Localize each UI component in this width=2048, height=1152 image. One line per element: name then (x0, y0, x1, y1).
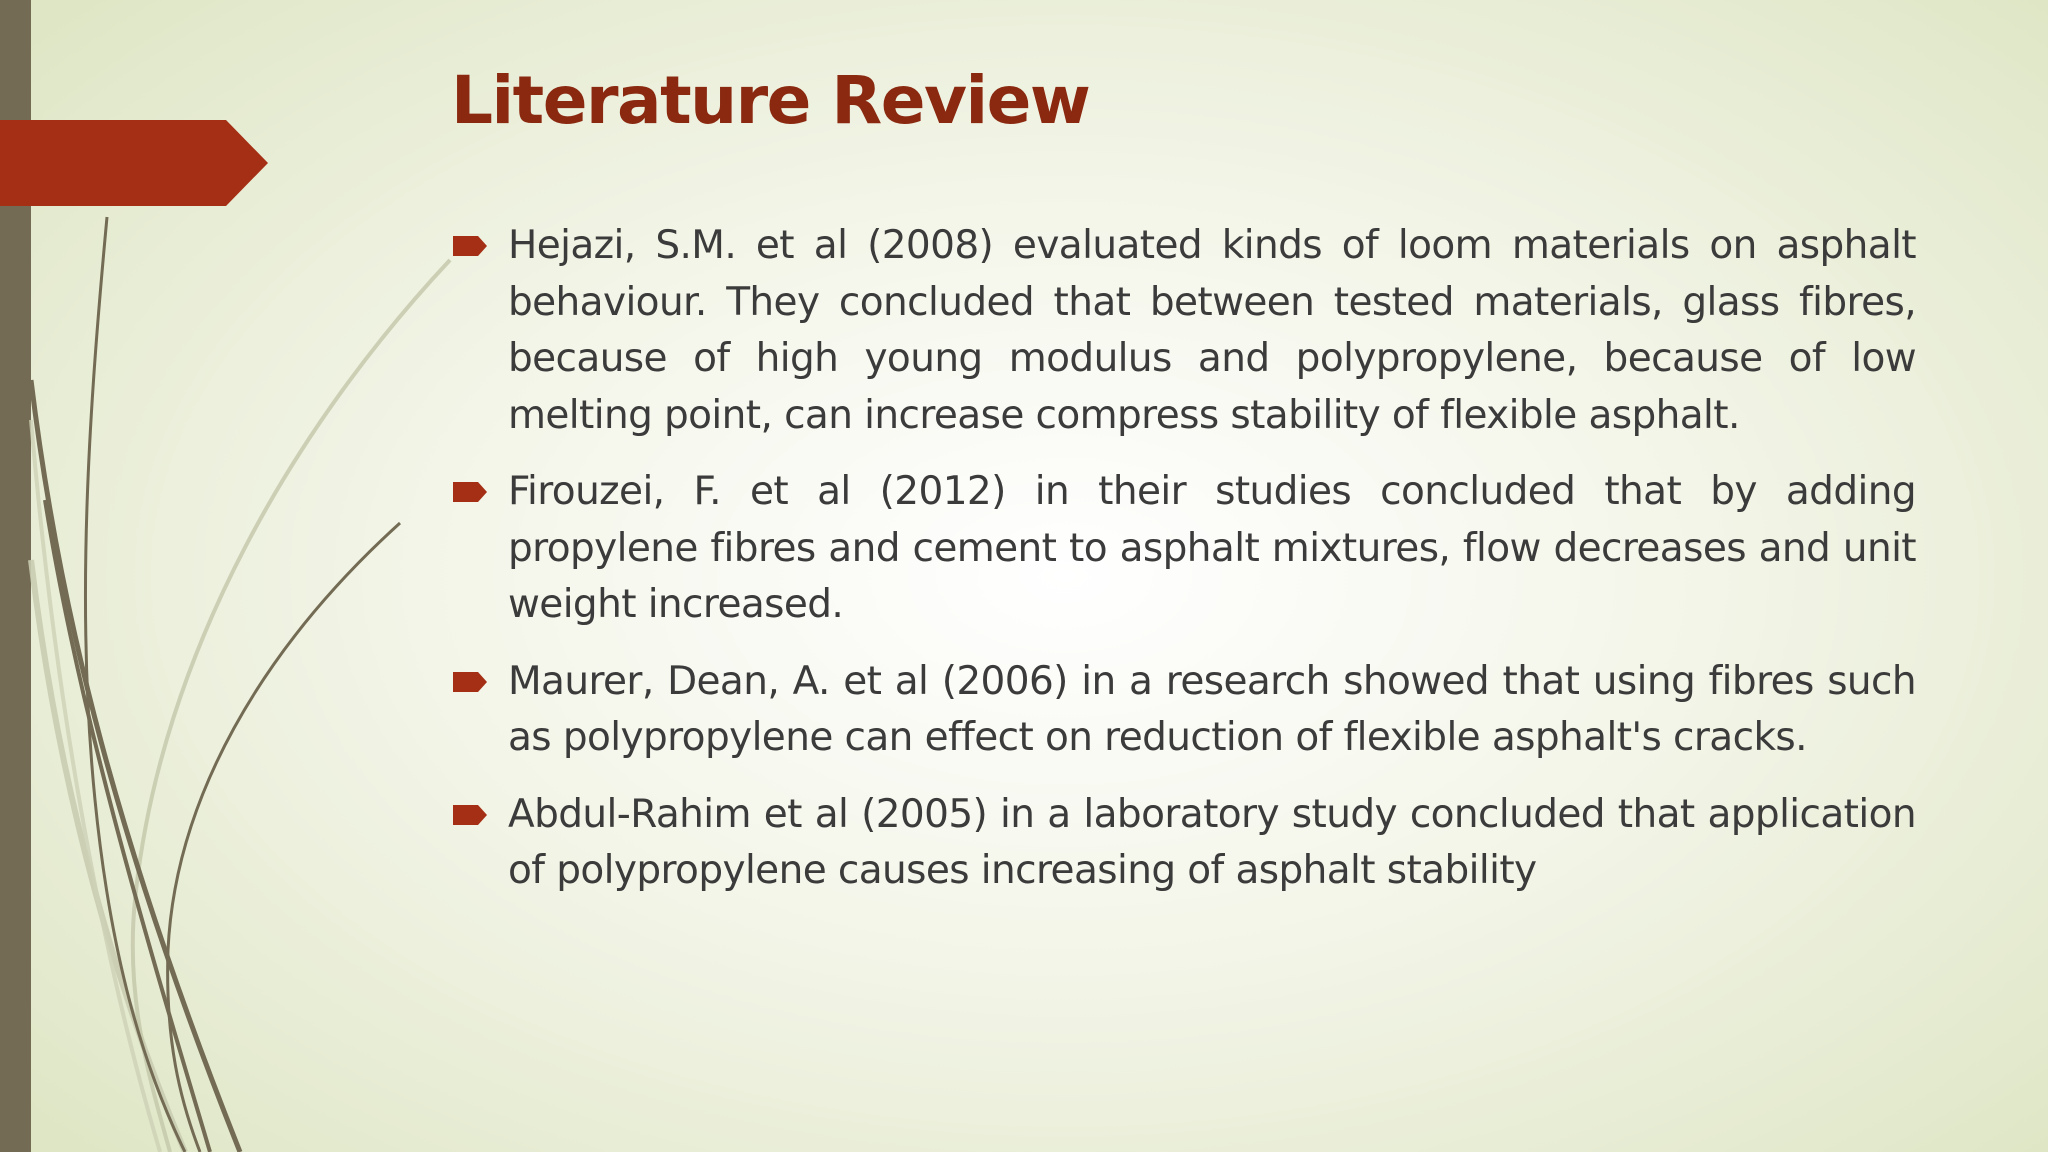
bullet-item (451, 787, 1916, 900)
bullet-item (451, 464, 1916, 634)
arrow-bullet-icon (453, 482, 487, 502)
arrow-bullet-icon (453, 672, 487, 692)
arrow-bullet-icon (453, 805, 487, 825)
bullet-text: Maurer, Dean, A. et al (2006) in a research showed that using fibres such as polypropylene can effect on reduction of flexible asphalt's cracks. (508, 658, 1916, 760)
bullet-text: Abdul-Rahim et al (2005) in a laboratory study concluded that application of polypropylene causes increasing of asphalt stability (508, 791, 1916, 893)
title-arrow-shape (0, 120, 268, 206)
slide-title: Literature Review (451, 62, 1090, 139)
bullet-list (451, 218, 1916, 920)
bullet-item (451, 654, 1916, 767)
bullet-text: Hejazi, S.M. et al (2008) evaluated kinds of loom materials on asphalt behaviour. They concluded that between tested materials, glass fibres, because of high young modulus and polypropylene, because of low melting point, can increase compress stability of flexible asphalt. (508, 223, 1916, 438)
bullet-item (451, 218, 1916, 444)
bullet-text: Firouzei, F. et al (2012) in their studies concluded that by adding propylene fibres and cement to asphalt mixtures, flow decreases and unit weight increased. (508, 469, 1916, 627)
arrow-bullet-icon (453, 236, 487, 256)
